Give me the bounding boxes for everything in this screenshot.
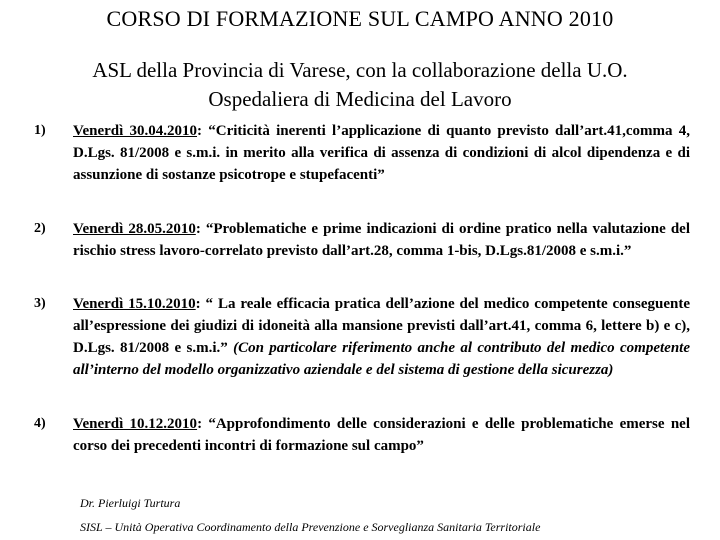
item-description: “Problematiche e prime indicazioni di ordine pratico nella valutazione del rischio stress lavoro-correlato previsto dall’art.28, comma 1-bis, D.Lgs.81/2008 e s.m.i.” bbox=[73, 221, 691, 259]
page-title: CORSO DI FORMAZIONE SUL CAMPO ANNO 2010 bbox=[106, 6, 614, 31]
item-number: 2) bbox=[34, 221, 46, 236]
item-colon: : bbox=[197, 416, 203, 432]
item-description: “Approfondimento delle considerazioni e delle problematiche emerse nel corso dei precedenti incontri di formazione sul campo” bbox=[73, 416, 690, 454]
item-text bbox=[73, 413, 690, 457]
footer-author: Dr. Pierluigi Turtura bbox=[80, 496, 181, 510]
item-text bbox=[73, 293, 690, 381]
item-date: Venerdì 10.12.2010 bbox=[73, 416, 198, 432]
item-description: “ La reale efficacia pratica dell’azione del medico competente conseguente all’espressione dei giudizi di idoneità alla mansione previsti dall’art.41, comma 6, lettere b) e c), D.Lgs. 81/2008 e s.m.i.” bbox=[73, 296, 690, 356]
item-date: Venerdì 28.05.2010 bbox=[73, 221, 196, 237]
item-text bbox=[73, 120, 690, 186]
page-subtitle: ASL della Provincia di Varese, con la collaborazione della U.O. Ospedaliera di Medicina del Lavoro bbox=[92, 58, 628, 111]
item-description: “Criticità inerenti l’applicazione di quanto previsto dall’art.41,comma 4, D.Lgs. 81/2008 e s.m.i. in merito alla verifica di assenza di condizioni di alcol dipendenza e di assunzione di sostanze psicotrope e stupefacenti” bbox=[73, 123, 690, 183]
item-text bbox=[73, 218, 690, 262]
item-date: Venerdì 30.04.2010 bbox=[73, 123, 198, 139]
item-colon: : bbox=[195, 221, 201, 237]
footer-organization: SISL – Unità Operativa Coordinamento della Prevenzione e Sorveglianza Sanitaria Territoriale bbox=[80, 520, 541, 534]
item-date: Venerdì 15.10.2010 bbox=[73, 296, 196, 312]
item-number: 1) bbox=[34, 123, 46, 138]
item-note: (Con particolare riferimento anche al contributo del medico competente all’interno del modello organizzativo aziendale e del sistema di gestione della sicurezza) bbox=[73, 340, 690, 378]
item-colon: : bbox=[195, 296, 201, 312]
item-number: 4) bbox=[34, 416, 46, 431]
item-colon: : bbox=[197, 123, 203, 139]
item-number: 3) bbox=[34, 296, 46, 311]
